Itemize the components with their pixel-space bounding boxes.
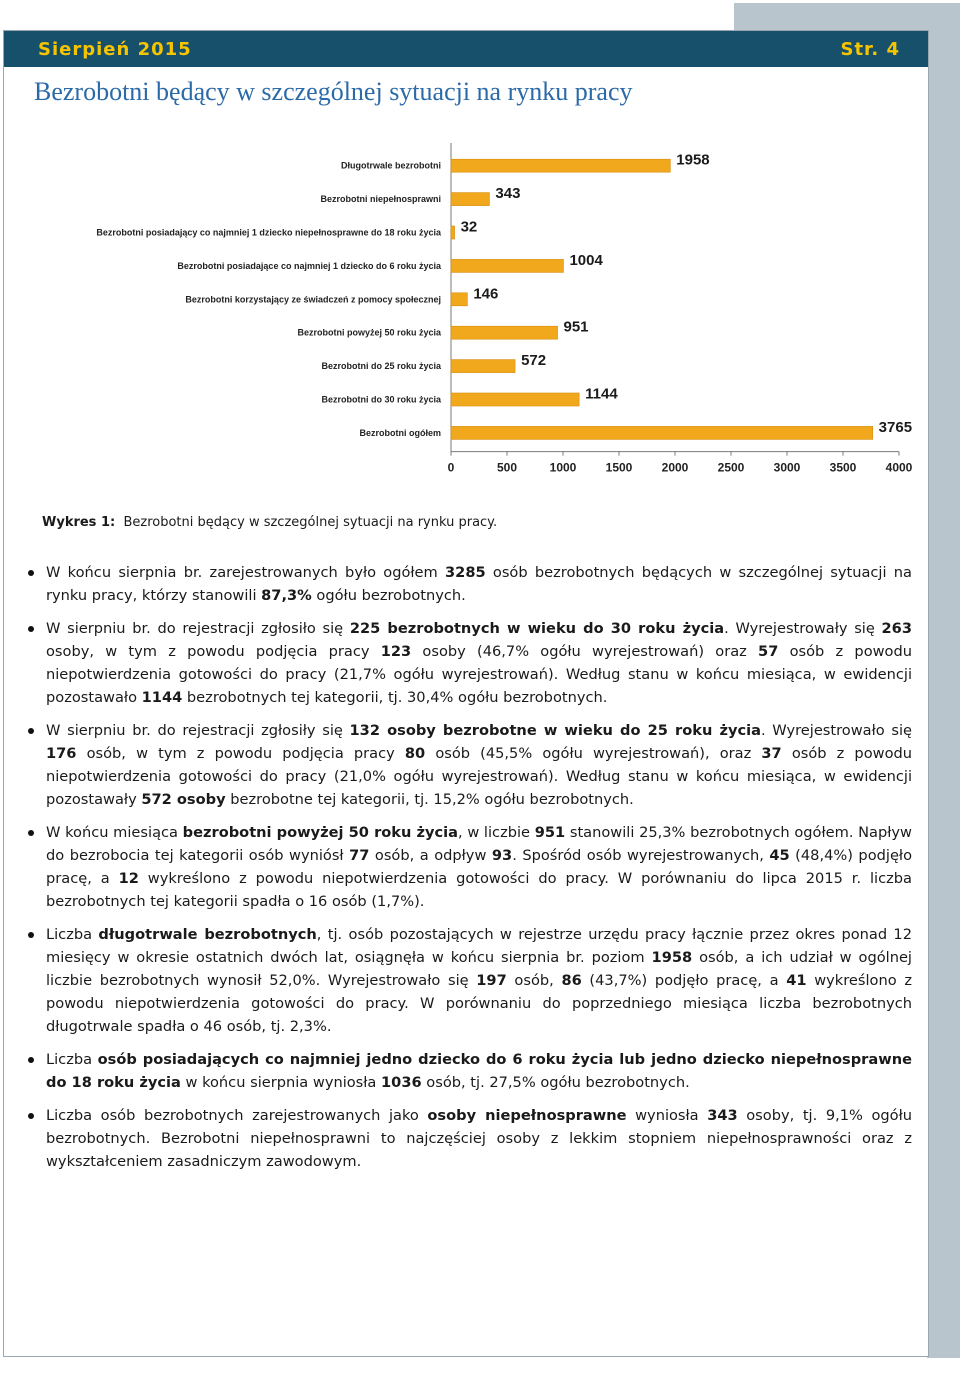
x-tick-label: 4000 xyxy=(885,460,913,475)
bullet-text-bold: 123 xyxy=(380,643,412,660)
bullet-text: Liczba xyxy=(46,926,99,943)
bullet-text-bold: 343 xyxy=(707,1107,738,1124)
bar xyxy=(451,193,489,206)
x-tick-label: 2500 xyxy=(717,460,745,475)
bullet-text-bold: 951 xyxy=(534,824,566,841)
x-tick-label: 500 xyxy=(496,460,518,475)
bullet-text: osób, a odpływ xyxy=(369,847,492,864)
bar-chart-svg xyxy=(79,135,913,507)
x-tick-label: 0 xyxy=(447,460,455,475)
bullet-text-bold: 197 xyxy=(476,972,507,989)
category-label: Długotrwale bezrobotni xyxy=(341,160,441,171)
bar xyxy=(451,259,563,272)
bar xyxy=(451,360,515,373)
bullet-text-bold: 3285 xyxy=(445,564,486,581)
category-label: Bezrobotni niepełnosprawni xyxy=(320,194,441,205)
bullet-text-bold: 77 xyxy=(349,847,370,864)
bullet-item xyxy=(24,821,912,913)
category-label: Bezrobotni ogółem xyxy=(359,427,441,438)
bullet-list xyxy=(24,561,912,1183)
x-tick-label: 2000 xyxy=(661,460,689,475)
bullet-text: wykreślono z powodu niepotwierdzenia gotowości do pracy. W porównaniu do lipca 2015 r. liczba bezrobotnych tej kategorii spadła o 16 osób (1,7%). xyxy=(46,870,912,910)
bullet-text-bold: 80 xyxy=(404,745,426,762)
bar-value-label: 572 xyxy=(521,352,547,370)
bullet-text: (43,7%) podjęło pracę, a xyxy=(581,972,787,989)
bullet-text-bold: 57 xyxy=(758,643,779,660)
bullet-text: osób z powodu niepotwierdzenia gotowości do pracy (21,0% ogółu wyrejestrowań). Według stanu w końcu miesiąca, w ewidencji pozostawały xyxy=(46,745,913,808)
bullet-text: . Wyrejestrowało się xyxy=(760,722,912,739)
bullet-text: osób, a ich udział w ogólnej liczbie bezrobotnych wynosił 52,0%. Wyrejestrowało się xyxy=(46,949,912,989)
category-label: Bezrobotni posiadający co najmniej 1 dziecko niepełnosprawne do 18 roku życia xyxy=(96,227,441,238)
bullet-text: bezrobotne tej kategorii, tj. 15,2% ogółu bezrobotnych. xyxy=(225,791,634,808)
bullet-item xyxy=(24,1048,912,1094)
category-label: Bezrobotni posiadające co najmniej 1 dziecko do 6 roku życia xyxy=(177,260,441,271)
bar-value-label: 1144 xyxy=(585,385,618,403)
bullet-text-bold: 86 xyxy=(561,972,582,989)
caption-text: Bezrobotni będący w szczególnej sytuacji na rynku pracy. xyxy=(123,515,498,530)
bar-value-label: 951 xyxy=(563,318,589,336)
bullet-text: W sierpniu br. do rejestracji zgłosiło się xyxy=(46,620,350,637)
bullet-text: W sierpniu br. do rejestracji zgłosiły się xyxy=(46,722,350,739)
bullet-text: osoby, tj. 9,1% ogółu bezrobotnych. Bezrobotni niepełnosprawni to najczęściej osoby z lekkim stopniem niepełnosprawności oraz z wykształceniem zasadniczym zawodowym. xyxy=(46,1107,912,1170)
bar-value-label: 146 xyxy=(473,285,499,303)
bar xyxy=(451,326,558,339)
bullet-item xyxy=(24,719,912,811)
bullet-item xyxy=(24,561,912,607)
bar xyxy=(451,159,670,172)
bullet-text: Liczba xyxy=(46,1051,98,1068)
bar-value-label: 32 xyxy=(460,218,478,236)
bullet-text: ogółu bezrobotnych. xyxy=(311,587,466,604)
bullet-text: . Wyrejestrowały się xyxy=(724,620,882,637)
category-label: Bezrobotni do 25 roku życia xyxy=(321,361,441,372)
category-label: Bezrobotni korzystający ze świadczeń z pomocy społecznej xyxy=(185,294,441,305)
bullet-text-bold: 93 xyxy=(491,847,513,864)
bullet-text: (48,4%) podjęło pracę, a xyxy=(46,847,912,887)
bullet-text: . Spośród osób wyrejestrowanych, xyxy=(512,847,770,864)
bullet-text: bezrobotnych tej kategorii, tj. 30,4% ogółu bezrobotnych. xyxy=(182,689,608,706)
x-tick-label: 1000 xyxy=(549,460,577,475)
bullet-text-bold: 1958 xyxy=(651,949,693,966)
header-date: Sierpień 2015 xyxy=(38,39,192,60)
bullet-text: osób (45,5% ogółu wyrejestrowań), oraz xyxy=(425,745,762,762)
caption-label: Wykres 1: xyxy=(42,515,116,530)
bullet-text-bold: 45 xyxy=(769,847,790,864)
bullet-text: wykreślono z powodu niepotwierdzenia gotowości do pracy. W porównaniu do poprzedniego miesiąca liczba bezrobotnych długotrwale spadła o 46 osób, tj. 2,3%. xyxy=(46,972,912,1035)
bullet-text: osób, w tym z powodu podjęcia pracy xyxy=(76,745,405,762)
bar xyxy=(451,226,455,239)
bar-value-label: 3765 xyxy=(878,418,913,436)
bullet-text: Liczba osób bezrobotnych zarejestrowanych jako xyxy=(46,1107,428,1124)
bullet-text-bold: 225 bezrobotnych w wieku do 30 roku życia xyxy=(349,620,725,637)
bullet-text: osób, tj. 27,5% ogółu bezrobotnych. xyxy=(421,1074,690,1091)
page-side-bar xyxy=(927,30,960,1358)
bullet-item xyxy=(24,923,912,1038)
bullet-text-bold: 12 xyxy=(118,870,139,887)
x-tick-label: 3000 xyxy=(773,460,801,475)
bullet-text-bold: 1036 xyxy=(381,1074,422,1091)
bullet-text: osoby, w tym z powodu podjęcia pracy xyxy=(46,643,381,660)
bullet-text-bold: 37 xyxy=(761,745,782,762)
bullet-text-bold: 132 osoby bezrobotne w wieku do 25 roku życia xyxy=(349,722,761,739)
header-band xyxy=(4,31,928,67)
bar-chart xyxy=(79,135,913,507)
x-tick-label: 1500 xyxy=(605,460,633,475)
bullet-text-bold: 572 osoby xyxy=(141,791,226,808)
bullet-text-bold: 41 xyxy=(786,972,807,989)
page xyxy=(3,30,929,1357)
bullet-text-bold: osób posiadających co najmniej jedno dziecko do 6 roku życia lub jedno dziecko niepełnosprawne do 18 roku życia xyxy=(46,1051,912,1091)
header-page-number: Str. 4 xyxy=(840,39,900,60)
chart-caption xyxy=(42,515,497,530)
bullet-text-bold: długotrwale bezrobotnych xyxy=(98,926,317,943)
bar-value-label: 1004 xyxy=(569,251,603,269)
bar xyxy=(451,293,467,306)
bar xyxy=(451,393,579,406)
bullet-item xyxy=(24,617,912,709)
section-title: Bezrobotni będący w szczególnej sytuacji na rynku pracy xyxy=(34,77,633,106)
bullet-text: , w liczbie xyxy=(458,824,535,841)
bullet-text: osoby (46,7% ogółu wyrejestrowań) oraz xyxy=(411,643,759,660)
bullet-text: w końcu sierpnia wyniosła xyxy=(180,1074,382,1091)
bullet-text: wyniosła xyxy=(626,1107,708,1124)
bullet-text-bold: 176 xyxy=(46,745,77,762)
bullet-text: osób, xyxy=(506,972,562,989)
x-tick-label: 3500 xyxy=(829,460,857,475)
bullet-text: stanowili 25,3% bezrobotnych ogółem. Napływ do bezrobocia tej kategorii osób wyniósł xyxy=(46,824,912,864)
category-label: Bezrobotni powyżej 50 roku życia xyxy=(297,327,441,338)
bullet-text-bold: 263 xyxy=(881,620,912,637)
bullet-text: osób bezrobotnych będących w szczególnej sytuacji na rynku pracy, którzy stanowili xyxy=(46,564,912,604)
bullet-text: osób z powodu niepotwierdzenia gotowości do pracy (21,7% ogółu wyrejestrowań). Według stanu w końcu miesiąca, w ewidencji pozostawało xyxy=(46,643,912,706)
bullet-text-bold: bezrobotni powyżej 50 roku życia xyxy=(182,824,459,841)
category-label: Bezrobotni do 30 roku życia xyxy=(321,394,441,405)
bullet-text-bold: osoby niepełnosprawne xyxy=(427,1107,627,1124)
bar-value-label: 1958 xyxy=(676,151,710,169)
bullet-text: W końcu miesiąca xyxy=(46,824,183,841)
bar xyxy=(451,426,873,439)
bullet-text: W końcu sierpnia br. zarejestrowanych było ogółem xyxy=(46,564,446,581)
bullet-item xyxy=(24,1104,912,1173)
bullet-text-bold: 87,3% xyxy=(261,587,312,604)
bullet-text: , tj. osób pozostających w rejestrze urzędu pracy łącznie przez okres ponad 12 miesięcy w okresie ostatnich dwóch lat, osiągnęła w końcu sierpnia br. poziom xyxy=(46,926,912,966)
bullet-text-bold: 1144 xyxy=(141,689,183,706)
bar-value-label: 343 xyxy=(495,185,521,203)
